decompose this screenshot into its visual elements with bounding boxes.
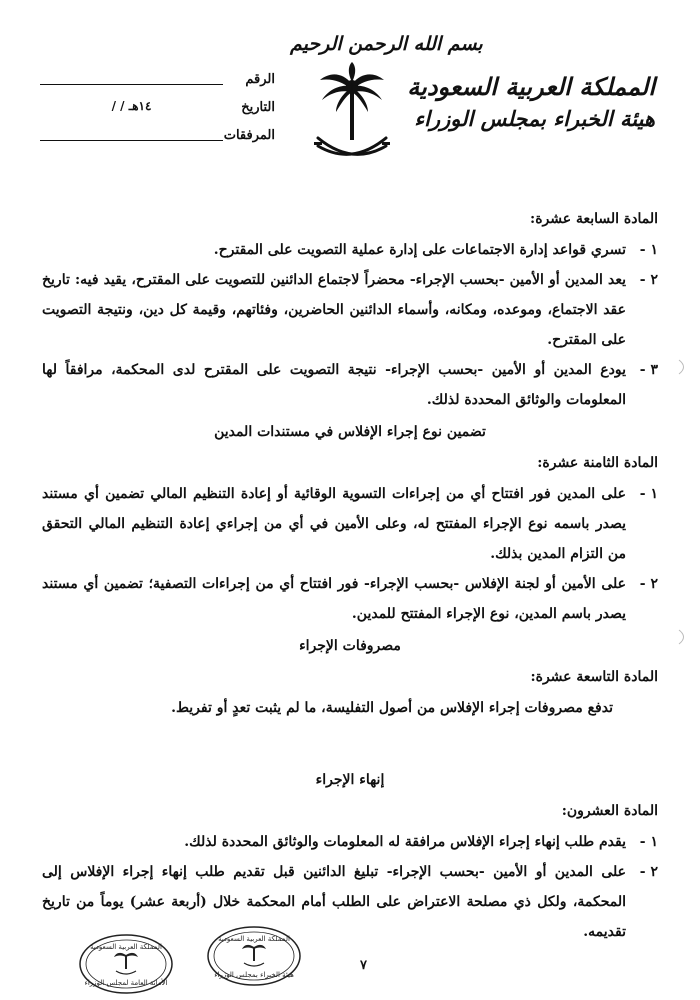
item-number: ١ - — [639, 486, 658, 502]
article-17-item-3 — [42, 355, 658, 415]
kingdom-name: المملكة العربية السعودية — [407, 72, 655, 101]
article-17-item-2 — [42, 265, 658, 355]
margin-mark-icon — [676, 358, 690, 376]
ref-date-row — [40, 96, 275, 124]
seal1-emblem-icon — [114, 953, 138, 974]
ref-attachments-row — [40, 124, 275, 152]
ref-number-line — [40, 84, 223, 85]
item-text: على المدين فور افتتاح أي من إجراءات التسوية الوقائية أو إعادة التنظيم المالي تضمين أي مستند يصدر باسمه نوع الإجراء المفتتح له، وعلى الأمين في أي من إجراءي إعادة التنظيم المالي التحقق من التزام المدين بذلك. — [42, 486, 626, 562]
saudi-emblem-icon — [312, 62, 392, 172]
margin-mark-icon — [676, 628, 690, 646]
kingdom-letterhead — [407, 70, 655, 134]
seal-experts-commission-icon — [206, 925, 302, 987]
article-18-item-1 — [42, 479, 658, 569]
article-19-text: تدفع مصروفات إجراء الإفلاس من أصول التفليسة، ما لم يثبت تعدٍ أو تفريط. — [171, 700, 613, 716]
seal1-top-text: المملكة العربية السعودية — [90, 943, 162, 951]
section-heading-end: إنهاء الإجراء — [315, 772, 385, 788]
article-18-item-2 — [42, 569, 658, 629]
bismillah: بسم الله الرحمن الرحيم — [290, 33, 483, 55]
item-number: ٢ - — [639, 864, 658, 880]
item-number: ٢ - — [639, 576, 658, 592]
ref-attachments-label: المرفقات — [223, 128, 275, 143]
article-18-title: المادة الثامنة عشرة: — [537, 455, 658, 471]
item-number: ١ - — [639, 834, 658, 850]
article-20-title: المادة العشرون: — [561, 803, 658, 819]
item-text: يودع المدين أو الأمين -بحسب الإجراء- نتيجة التصويت على المقترح لدى المحكمة، مرافقاً لها المعلومات والوثائق المحددة لذلك. — [42, 362, 626, 408]
seal2-bottom-text: هيئة الخبراء بمجلس الوزراء — [214, 971, 294, 979]
ref-number-label: الرقم — [245, 72, 275, 87]
article-17-item-1 — [42, 235, 658, 265]
item-text: على المدين أو الأمين -بحسب الإجراء- تبليغ الدائنين قبل تقديم طلب إنهاء إجراء الإفلاس إلى المحكمة، ولكل ذي مصلحة الاعتراض على الطلب أمام المحكمة خلال (أربعة عشر) يوماً من تاريخ تقديمه. — [42, 864, 626, 940]
seal2-top-text: المملكة العربية السعودية — [218, 935, 290, 943]
section-heading-expenses: مصروفات الإجراء — [299, 638, 401, 654]
document-body — [42, 205, 658, 947]
item-number: ٣ - — [639, 362, 658, 378]
ref-date-value: / / ١٤هـ — [111, 99, 152, 113]
article-20-item-1 — [42, 827, 658, 857]
seal2-emblem-icon — [242, 945, 266, 966]
ref-number-row — [40, 68, 275, 96]
item-text: يقدم طلب إنهاء إجراء الإفلاس مرافقة له المعلومات والوثائق المحددة لذلك. — [184, 834, 626, 850]
seal1-bottom-text: الأمانة العامة لمجلس الوزراء — [84, 979, 168, 987]
item-text: على الأمين أو لجنة الإفلاس -بحسب الإجراء- فور افتتاح أي من إجراءات التصفية؛ تضمين أي مستند يصدر باسم المدين، نوع الإجراء المفتتح للمدين. — [42, 576, 626, 622]
seal-general-secretariat-icon — [78, 933, 174, 995]
spacer — [42, 723, 658, 763]
ref-attachments-line — [40, 140, 223, 141]
item-text: يعد المدين أو الأمين -بحسب الإجراء- محضراً لاجتماع الدائنين للتصويت على المقترح، يقيد فيه: تاريخ عقد الاجتماع، وموعده، ومكانه، وأسماء الدائنين الحاضرين، وفئاتهم، وقيمة كل دين، ونتيجة التصويت على المقترح. — [42, 272, 626, 348]
article-19-title: المادة التاسعة عشرة: — [530, 669, 658, 685]
item-number: ١ - — [639, 242, 658, 258]
item-number: ٢ - — [639, 272, 658, 288]
reference-block — [40, 68, 275, 152]
ref-date-label: التاريخ — [241, 100, 275, 115]
item-text: تسري قواعد إدارة الاجتماعات على إدارة عملية التصويت على المقترح. — [213, 242, 626, 258]
page-number: ٧ — [360, 958, 367, 973]
section-heading-include-type: تضمين نوع إجراء الإفلاس في مستندات المدين — [214, 424, 486, 440]
authority-name: هيئة الخبراء بمجلس الوزراء — [414, 106, 655, 131]
article-17-title: المادة السابعة عشرة: — [530, 211, 658, 227]
